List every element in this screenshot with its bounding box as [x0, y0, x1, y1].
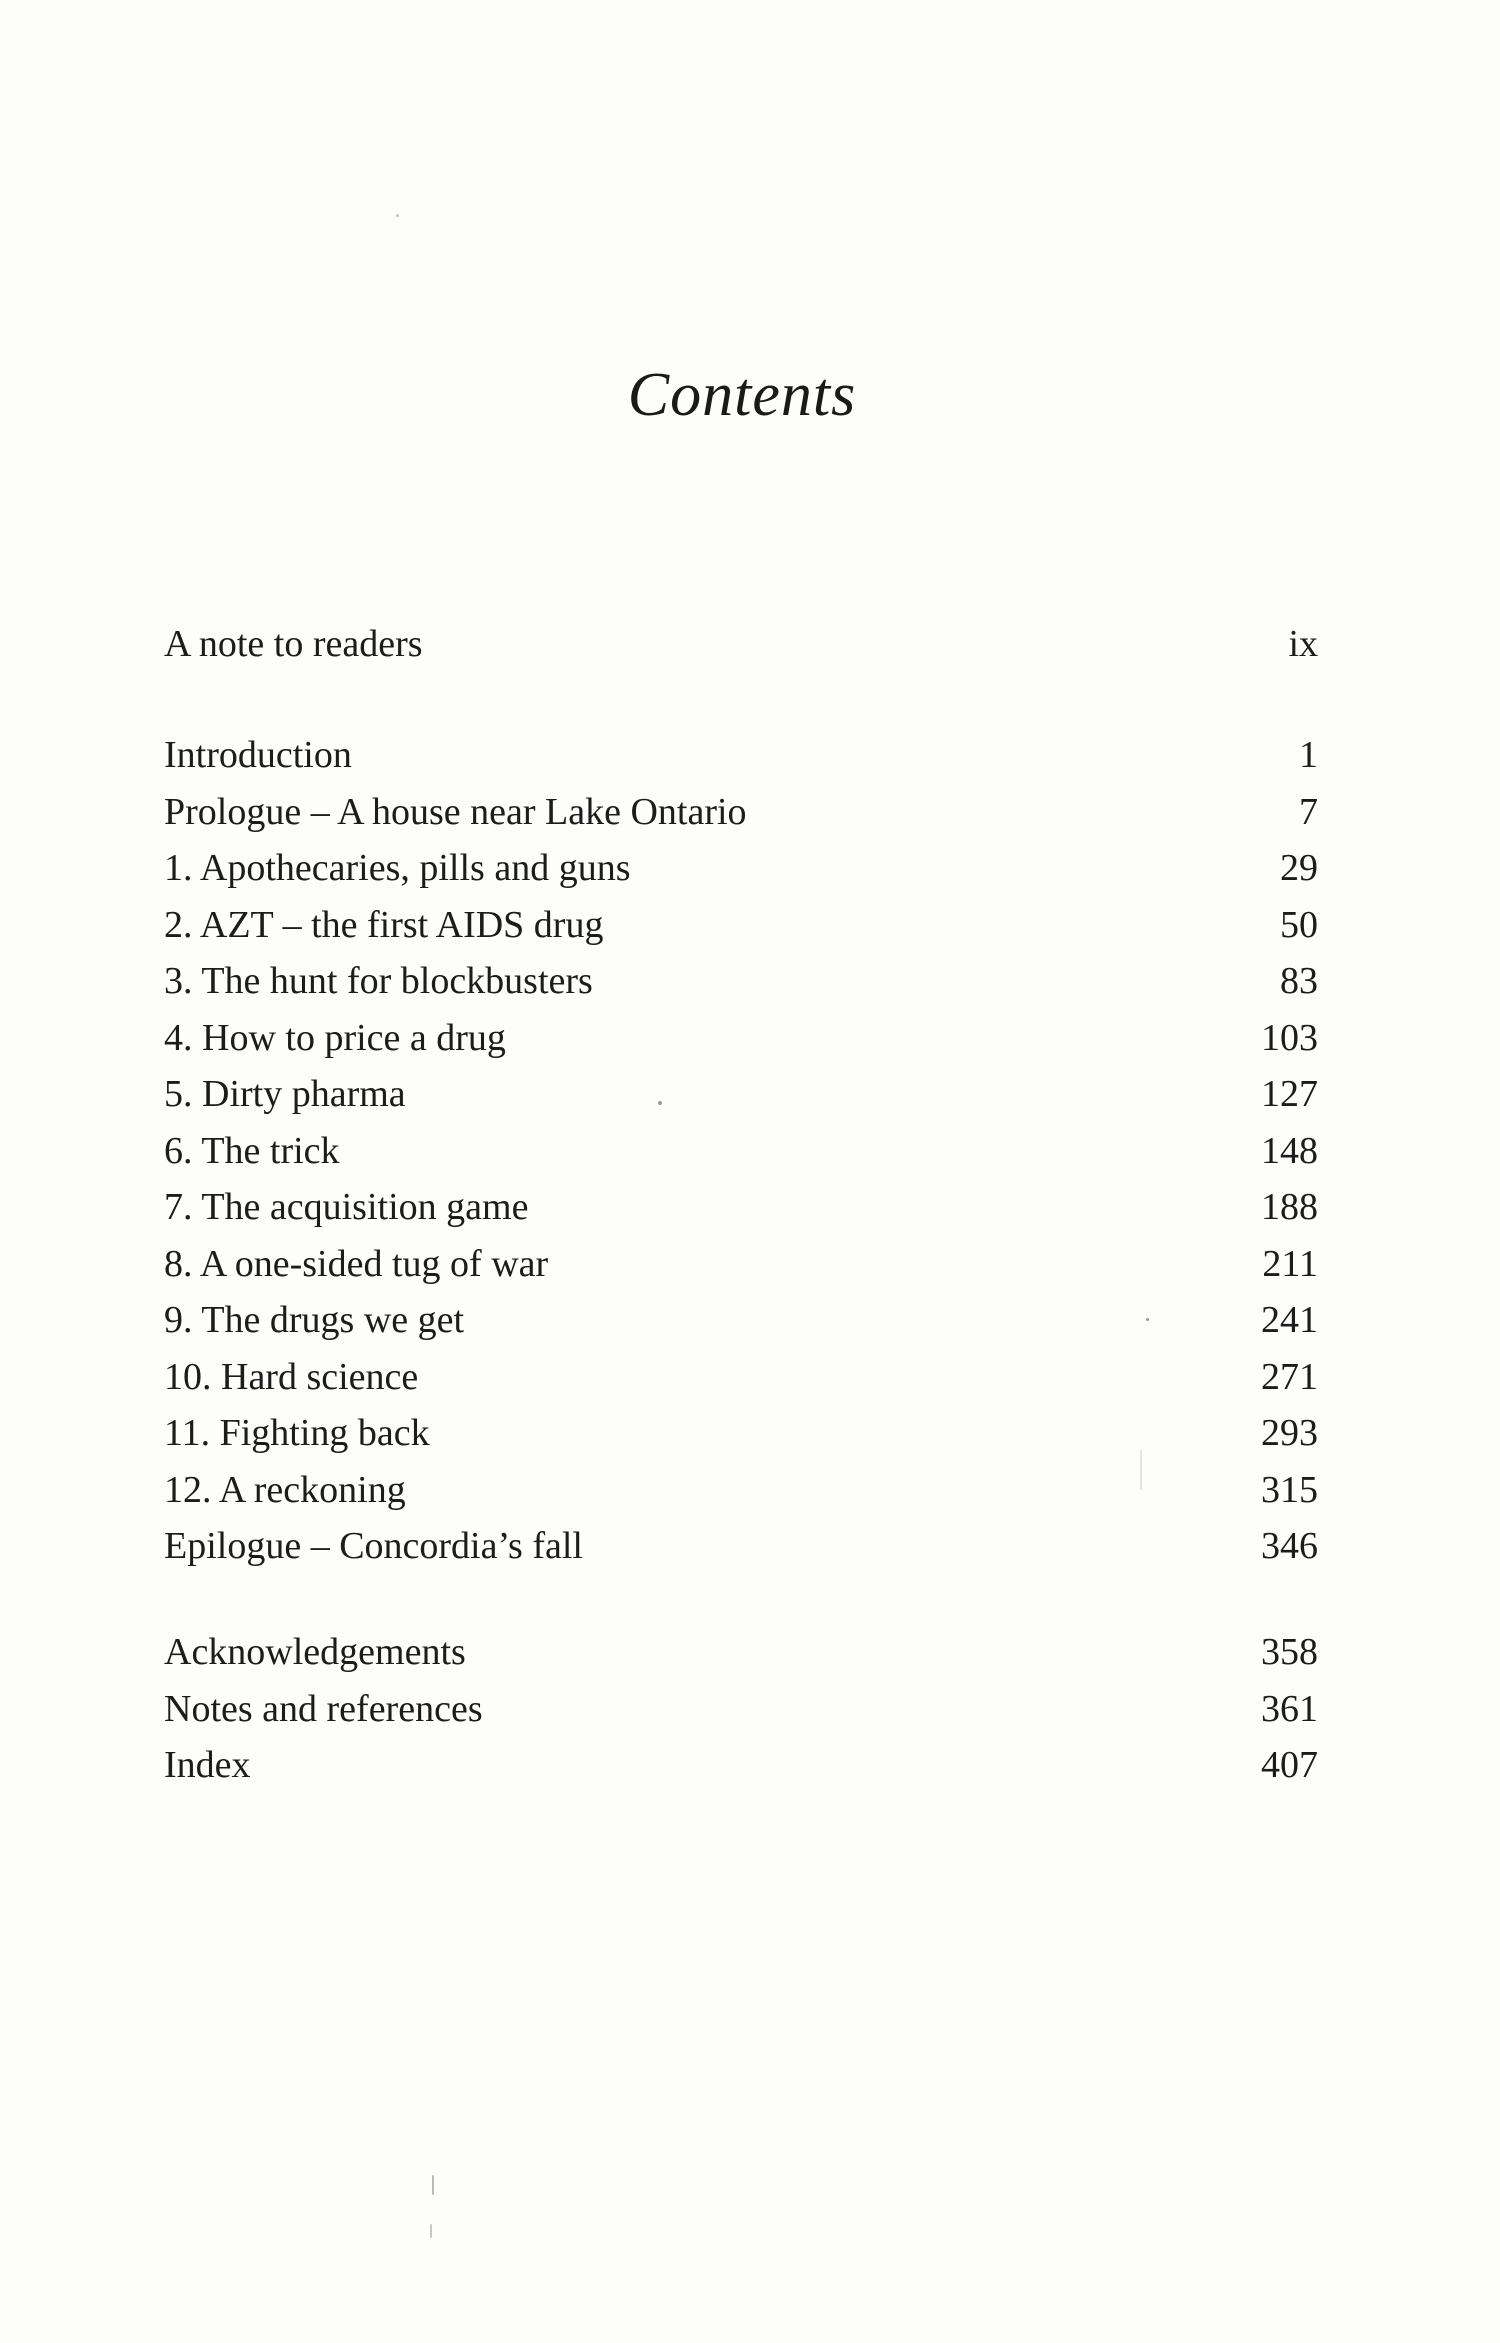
toc-entry-page: 7 — [1299, 790, 1318, 833]
toc-chapters — [164, 727, 1318, 1575]
toc-entry-page: 83 — [1280, 960, 1318, 1002]
toc-entry-label: Introduction — [164, 734, 352, 776]
toc-entry-page: 1 — [1299, 734, 1318, 776]
toc-entry-label: 8. A one-sided tug of war — [164, 1242, 549, 1285]
toc-entry-page: 188 — [1261, 1186, 1318, 1228]
toc-entry — [164, 1066, 1318, 1123]
toc-entry-label: 6. The trick — [164, 1129, 340, 1172]
toc-entry-label: 5. Dirty pharma — [164, 1073, 406, 1115]
scan-speck — [1140, 1450, 1142, 1490]
toc-back-matter — [164, 1624, 1318, 1794]
toc-entry-label: Index — [164, 1744, 251, 1786]
toc-entry-label: 2. AZT – the first AIDS drug — [164, 903, 604, 946]
toc-entry — [164, 1236, 1318, 1293]
page-title: Contents — [627, 361, 857, 429]
scan-speck — [1146, 1318, 1149, 1321]
toc-entry-page: 271 — [1261, 1355, 1318, 1398]
toc-front-matter — [164, 616, 1318, 673]
toc-entry — [164, 1624, 1318, 1681]
scan-speck — [658, 1101, 662, 1105]
toc-entry-page: 103 — [1261, 1016, 1318, 1059]
toc-entry-label: 12. A reckoning — [164, 1468, 406, 1511]
toc-entry — [164, 1681, 1318, 1738]
toc-entry-page: 346 — [1261, 1525, 1318, 1567]
toc-entry-label: 10. Hard science — [164, 1355, 419, 1398]
toc-entry-page: 361 — [1261, 1687, 1318, 1730]
toc-entry — [164, 727, 1318, 784]
toc-entry — [164, 1518, 1318, 1575]
toc-entry-page: ix — [1288, 623, 1318, 665]
toc-entry-page: 315 — [1261, 1468, 1318, 1511]
toc-entry — [164, 1737, 1318, 1794]
toc-entry-page: 211 — [1262, 1242, 1318, 1285]
toc-entry-page: 127 — [1261, 1073, 1318, 1115]
toc-entry — [164, 897, 1318, 954]
toc-entry-label: 7. The acquisition game — [164, 1186, 529, 1228]
scan-speck — [396, 214, 399, 217]
toc-entry — [164, 1462, 1318, 1519]
toc-entry-label: A note to readers — [164, 623, 423, 665]
toc-entry — [164, 1010, 1318, 1067]
toc-entry — [164, 1292, 1318, 1349]
toc-entry-page: 241 — [1261, 1299, 1318, 1341]
toc-entry-page: 29 — [1280, 847, 1318, 889]
toc-entry — [164, 953, 1318, 1010]
toc-entry — [164, 840, 1318, 897]
toc-entry-label: 3. The hunt for blockbusters — [164, 960, 593, 1002]
toc-entry-page: 148 — [1261, 1129, 1318, 1172]
toc-entry-label: Epilogue – Concordia’s fall — [164, 1525, 583, 1567]
toc-entry — [164, 616, 1318, 673]
toc-entry-page: 407 — [1261, 1744, 1318, 1786]
toc-entry-label: 11. Fighting back — [164, 1412, 430, 1454]
toc-entry-page: 358 — [1261, 1631, 1318, 1673]
toc-entry — [164, 1123, 1318, 1180]
toc-entry — [164, 784, 1318, 841]
toc-entry-label: 1. Apothecaries, pills and guns — [164, 847, 631, 889]
toc-entry — [164, 1179, 1318, 1236]
toc-entry-page: 293 — [1261, 1412, 1318, 1454]
toc-entry-label: Notes and references — [164, 1687, 483, 1730]
toc-entry-page: 50 — [1280, 903, 1318, 946]
toc-entry — [164, 1405, 1318, 1462]
scan-speck — [430, 2224, 432, 2238]
toc-entry-label: Acknowledgements — [164, 1631, 466, 1673]
toc-entry-label: 9. The drugs we get — [164, 1299, 465, 1341]
toc-entry-label: 4. How to price a drug — [164, 1016, 506, 1059]
scan-speck — [432, 2175, 434, 2195]
toc-entry — [164, 1349, 1318, 1406]
toc-entry-label: Prologue – A house near Lake Ontario — [164, 790, 747, 833]
